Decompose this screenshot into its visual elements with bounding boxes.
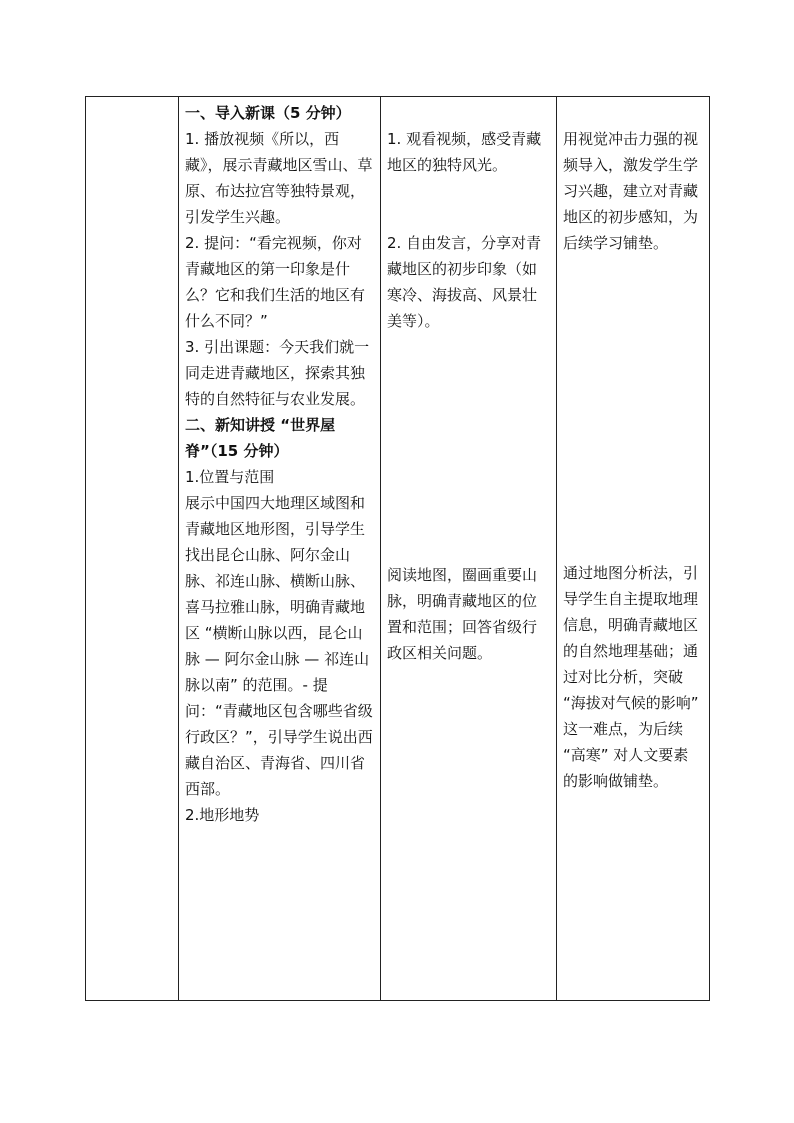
student-activity-cell — [381, 97, 557, 1001]
student-activity-3: 阅读地图，圈画重要山脉，明确青藏地区的位置和范围；回答省级行政区相关问题。 — [387, 566, 538, 662]
intro-step-2: 2. 提问：“看完视频，你对青藏地区的第一印象是什么？它和我们生活的地区有什么不同？” — [185, 234, 366, 330]
location-activity: 展示中国四大地理区域图和青藏地区地形图，引导学生找出昆仑山脉、阿尔金山脉、祁连山脉、横断山脉、喜马拉雅山脉，明确青藏地区 “横断山脉以西，昆仑山脉 — 阿尔金山脉 — 祁连山脉以南” 的范围。- 提问：“青藏地区包含哪些省级行政区？”，引导学生说出西藏自治区、青海省、四川省西部。 — [185, 494, 373, 798]
lesson-plan-table — [85, 96, 710, 1001]
stage-cell — [86, 97, 179, 1001]
subheading-terrain: 2.地形地势 — [185, 806, 260, 824]
teacher-activity-cell — [179, 97, 381, 1001]
intro-step-3: 3. 引出课题：今天我们就一同走进青藏地区，探索其独特的自然特征与农业发展。 — [185, 338, 370, 408]
design-intent-cell — [557, 97, 710, 1001]
table-row — [86, 97, 710, 1001]
student-activity-2: 2. 自由发言，分享对青藏地区的初步印象（如寒冷、海拔高、风景壮美等）。 — [387, 234, 542, 330]
student-activity-1: 1. 观看视频，感受青藏地区的独特风光。 — [387, 130, 542, 174]
section-heading-new-knowledge: 二、新知讲授 “世界屋脊”（15 分钟） — [185, 416, 336, 460]
design-intent-2: 通过地图分析法，引导学生自主提取地理信息，明确青藏地区的自然地理基础；通过对比分析，突破 “海拔对气候的影响” 这一难点，为后续 “高寒” 对人文要素的影响做铺垫。 — [563, 564, 699, 790]
section-heading-intro: 一、导入新课（5 分钟） — [185, 104, 351, 122]
intro-step-1: 1. 播放视频《所以，西藏》，展示青藏地区雪山、草原、布达拉宫等独特景观，引发学生兴趣。 — [185, 130, 373, 226]
subheading-location: 1.位置与范围 — [185, 468, 275, 486]
design-intent-1: 用视觉冲击力强的视频导入，激发学生学习兴趣，建立对青藏地区的初步感知，为后续学习铺垫。 — [563, 130, 699, 252]
